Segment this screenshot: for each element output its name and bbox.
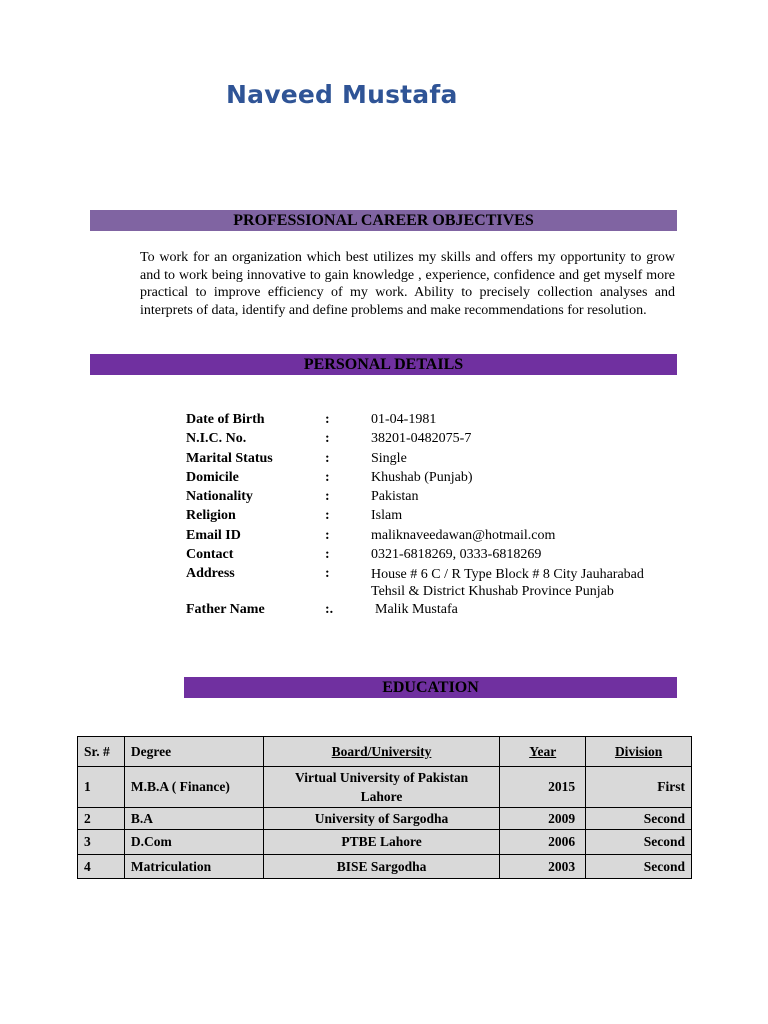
cell-division: Second bbox=[586, 830, 692, 855]
cell-board: Virtual University of Pakistan Lahore bbox=[263, 767, 500, 808]
cell-sr: 4 bbox=[78, 855, 125, 879]
table-header-row bbox=[78, 737, 692, 767]
detail-label: Address bbox=[186, 566, 235, 582]
table-row bbox=[78, 855, 692, 879]
section-header-objectives: PROFESSIONAL CAREER OBJECTIVES bbox=[90, 210, 677, 231]
detail-label: Religion bbox=[186, 508, 236, 524]
cell-board: BISE Sargodha bbox=[263, 855, 500, 879]
detail-label: Marital Status bbox=[186, 450, 273, 466]
cell-year: 2003 bbox=[500, 855, 586, 879]
cell-degree: M.B.A ( Finance) bbox=[124, 767, 263, 808]
detail-separator: :. bbox=[325, 602, 334, 618]
detail-value: Islam bbox=[371, 508, 403, 524]
detail-value: maliknaveedawan@hotmail.com bbox=[371, 527, 556, 543]
header-sr: Sr. # bbox=[78, 737, 125, 767]
cell-degree: Matriculation bbox=[124, 855, 263, 879]
detail-separator: : bbox=[325, 412, 330, 427]
detail-separator: : bbox=[325, 527, 330, 543]
cell-division: Second bbox=[586, 855, 692, 879]
detail-value bbox=[371, 566, 644, 600]
detail-label: Domicile bbox=[186, 469, 239, 485]
detail-label: Email ID bbox=[186, 527, 241, 543]
header-board: Board/University bbox=[263, 737, 500, 767]
detail-separator: : bbox=[325, 489, 330, 505]
detail-separator: : bbox=[325, 450, 330, 466]
education-table bbox=[77, 736, 692, 879]
detail-separator: : bbox=[325, 431, 330, 447]
detail-separator: : bbox=[325, 547, 330, 563]
detail-value: Malik Mustafa bbox=[375, 602, 458, 618]
detail-value: Pakistan bbox=[371, 489, 419, 505]
candidate-name: Naveed Mustafa bbox=[226, 80, 458, 109]
cell-year: 2006 bbox=[500, 830, 586, 855]
section-header-education: EDUCATION bbox=[184, 677, 677, 698]
detail-value: 38201-0482075-7 bbox=[371, 431, 472, 447]
detail-value: Khushab (Punjab) bbox=[371, 469, 473, 485]
section-header-personal: PERSONAL DETAILS bbox=[90, 354, 677, 375]
detail-label: Contact bbox=[186, 547, 234, 563]
detail-value: Single bbox=[371, 450, 407, 466]
cell-degree: B.A bbox=[124, 808, 263, 830]
cell-sr: 3 bbox=[78, 830, 125, 855]
table-row bbox=[78, 830, 692, 855]
cell-sr: 2 bbox=[78, 808, 125, 830]
cell-year: 2009 bbox=[500, 808, 586, 830]
cell-year: 2015 bbox=[500, 767, 586, 808]
cell-board: PTBE Lahore bbox=[263, 830, 500, 855]
detail-label: Date of Birth bbox=[186, 412, 265, 427]
header-division: Division bbox=[586, 737, 692, 767]
address-line-2: Tehsil & District Khushab Province Punjab bbox=[371, 584, 614, 600]
cell-degree: D.Com bbox=[124, 830, 263, 855]
detail-value: 01-04-1981 bbox=[371, 412, 437, 427]
detail-separator: : bbox=[325, 566, 330, 582]
detail-label: N.I.C. No. bbox=[186, 431, 247, 447]
detail-separator: : bbox=[325, 508, 330, 524]
detail-label: Nationality bbox=[186, 489, 253, 505]
detail-label: Father Name bbox=[186, 602, 265, 618]
table-row bbox=[78, 808, 692, 830]
objective-text: To work for an organization which best utilizes my skills and offers my opportunity to grow and to work being innovative to gain knowledge , experience, confidence and get myself more practical to improve efficiency of my work. Ability to precisely collection analyses and interprets of data, identify and define problems and make recommendations for resolution. bbox=[140, 250, 675, 318]
cell-sr: 1 bbox=[78, 767, 125, 808]
header-degree: Degree bbox=[124, 737, 263, 767]
address-line-1: House # 6 C / R Type Block # 8 City Jauharabad bbox=[371, 567, 644, 583]
table-row bbox=[78, 767, 692, 808]
detail-value: 0321-6818269, 0333-6818269 bbox=[371, 547, 542, 563]
header-year: Year bbox=[500, 737, 586, 767]
cell-division: Second bbox=[586, 808, 692, 830]
detail-separator: : bbox=[325, 469, 330, 485]
cell-division: First bbox=[586, 767, 692, 808]
cell-board: University of Sargodha bbox=[263, 808, 500, 830]
